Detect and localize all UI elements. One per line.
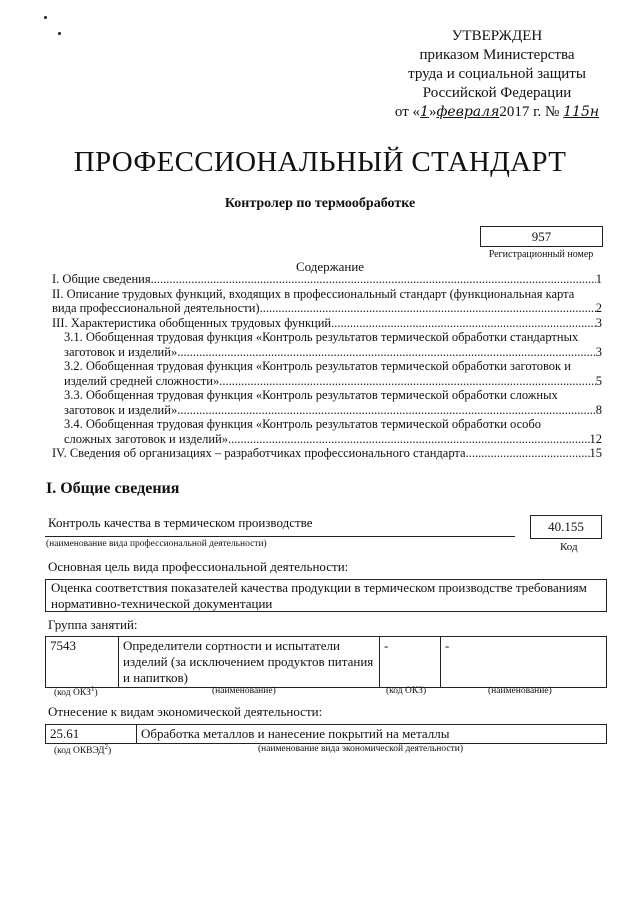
activity-name: Контроль качества в термическом производстве (48, 515, 313, 530)
okz-caption: (код ОКЗ$^1$) (54, 685, 98, 699)
okz-code-cell: 7543 (46, 637, 119, 688)
approval-line: Российской Федерации (422, 85, 572, 101)
section-heading: I. Общие сведения (46, 480, 180, 497)
standard-name: Контролер по термообработке (224, 196, 416, 211)
handwritten-month: февраля (436, 104, 500, 120)
table-row (46, 725, 607, 744)
table-of-contents (52, 272, 602, 461)
occupation-name-cell: - (441, 637, 607, 688)
toc-item[interactable]: IV. Сведения об организациях – разработчиках профессионального стандарта ..... 15 (52, 446, 602, 461)
toc-page: 1 (595, 272, 602, 286)
toc-item[interactable]: II. Описание трудовых функций, входящих в профессиональный стандарт (функциональная карта вида профессиональной деятельности) ..... 2 (52, 287, 602, 316)
okz-code-cell: - (380, 637, 441, 688)
purpose-label: Основная цель вида профессиональной деятельности: (48, 559, 349, 574)
toc-item[interactable]: 3.1. Обобщенная трудовая функция «Контроль результатов термической обработки стандартных заготовок и изделий» ..... 3 (52, 330, 602, 359)
approval-line: труда и социальной защиты (408, 66, 586, 82)
toc-item[interactable]: 3.4. Обобщенная трудовая функция «Контроль результатов термической обработки особо сложных заготовок и изделий» ..... 12 (52, 417, 602, 446)
econ-activity-name-cell: Обработка металлов и нанесение покрытий на металлы (137, 725, 607, 744)
activity-code-box: 40.155 (530, 515, 602, 539)
name-caption: (наименование) (488, 686, 552, 696)
okz-caption: (код ОКЗ) (386, 686, 427, 696)
toc-page: 15 (589, 446, 602, 460)
approval-block (392, 27, 602, 122)
okved-code-cell: 25.61 (46, 725, 137, 744)
toc-page: 2 (595, 301, 602, 315)
registration-number-label: Регистрационный номер (488, 249, 594, 260)
activity-caption: (наименование вида профессиональной деятельности) (46, 539, 267, 549)
approval-line: приказом Министерства (419, 47, 575, 63)
occupation-name-cell: Определители сортности и испытатели изделий (за исключением продуктов питания и напитков) (119, 637, 380, 688)
toc-item[interactable]: 3.3. Обобщенная трудовая функция «Контроль результатов термической обработки сложных заготовок и изделий» ..... 8 (52, 388, 602, 417)
toc-item[interactable]: III. Характеристика обобщенных трудовых функций ..... 3 (52, 316, 602, 331)
approval-line: УТВЕРЖДЕН (451, 28, 543, 44)
econ-name-caption: (наименование вида экономической деятельности) (258, 744, 463, 754)
toc-page: 3 (595, 315, 602, 330)
toc-item[interactable]: 3.2. Обобщенная трудовая функция «Контроль результатов термической обработки заготовок и изделий средней сложности» ..... 5 (52, 359, 602, 388)
econ-activity-table (45, 724, 607, 744)
document-title: ПРОФЕССИОНАЛЬНЫЙ СТАНДАРТ (73, 146, 567, 178)
name-caption: (наименование) (212, 686, 276, 696)
toc-heading: Содержание (295, 259, 365, 274)
occupation-group-table (45, 636, 607, 688)
toc-page: 8 (595, 402, 602, 417)
toc-page: 3 (595, 344, 602, 359)
toc-page: 5 (595, 373, 602, 388)
scan-speck (58, 32, 61, 35)
purpose-box: Оценка соответствия показателей качества продукции в термическом производстве требованиям нормативно-технической документации (45, 579, 607, 612)
group-label: Группа занятий: (48, 617, 138, 632)
divider (45, 536, 515, 537)
table-row (46, 637, 607, 688)
approval-date-line: от «1»февраля2017 г. № 115н (394, 104, 600, 120)
okved-caption: (код ОКВЭД$^2$) (54, 743, 112, 757)
handwritten-day: 1 (420, 104, 429, 120)
econ-label: Отнесение к видам экономической деятельности: (48, 704, 323, 719)
handwritten-order-number: 115н (563, 104, 600, 120)
code-caption: Код (560, 541, 578, 553)
toc-item[interactable]: I. Общие сведения ..... 1 (52, 272, 602, 287)
toc-page: 12 (589, 431, 602, 446)
scan-speck (44, 16, 47, 19)
registration-number-box: 957 (480, 226, 603, 247)
